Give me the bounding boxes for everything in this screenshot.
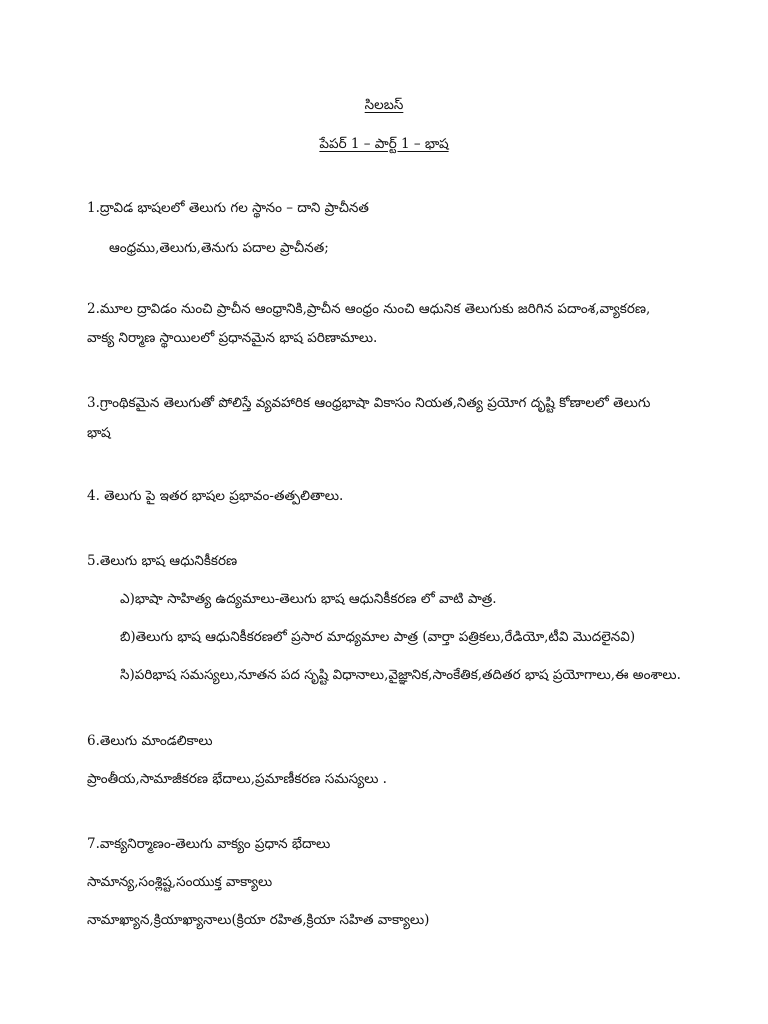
section-5-item-c: సి)పరిభాష సమస్యలు,నూతన పద సృష్టి విధానాలు,వైజ్ఞానిక,సాంకేతిక,తదితర భాష ప్రయోగాలు,ఈ అంశాలు. [120, 667, 681, 683]
section-1-line-1: ఆంధ్రము,తెలుగు,తెనుగు పదాల ప్రాచీనత; [109, 240, 329, 256]
section-7-line-2: నామాఖ్యాన,క్రియాఖ్యానాలు(క్రియా రహిత,క్రియా సహిత వాక్యాలు) [87, 912, 430, 928]
section-5-heading: 5.తెలుగు భాష ఆధునికీకరణ [87, 553, 238, 569]
section-6-line-1: ప్రాంతీయ,సామాజీకరణ భేదాలు,ప్రమాణీకరణ సమస్యలు . [87, 771, 387, 787]
section-2-line-2: వాక్య నిర్మాణ స్థాయిలలో ప్రధానమైన భాష పరిణామాలు. [87, 330, 378, 346]
section-4-line-1: 4. తెలుగు పై ఇతర భాషల ప్రభావం-తత్పలితాలు. [87, 488, 344, 504]
section-5-item-a: ఎ)భాషా సాహిత్య ఉద్యమాలు-తెలుగు భాష ఆధునికీకరణ లో వాటి పాత్ర. [120, 591, 497, 607]
section-1-heading: 1.ద్రావిడ భాషలలో తెలుగు గల స్థానం – దాని ప్రాచీనత [87, 200, 369, 216]
document-title: సిలబస్ [364, 97, 404, 113]
section-7-line-1: సామాన్య,సంశ్లిష్ట,సంయుక్త వాక్యాలు [87, 874, 273, 890]
section-6-heading: 6.తెలుగు మాండలికాలు [87, 733, 213, 749]
section-5-item-b: బి)తెలుగు భాష ఆధునికీకరణలో ప్రసార మాధ్యమాల పాత్ర (వార్తా పత్రికలు,రేడియో,టీవి మొదలైనవి) [120, 629, 636, 645]
section-7-heading: 7.వాక్యనిర్మాణం-తెలుగు వాక్యం ప్రధాన భేదాలు [87, 836, 331, 852]
section-3-line-1: 3.గ్రాంథికమైన తెలుగుతో పోలిస్తే వ్యవహారిక ఆంధ్రభాషా వికాసం నియత,నిత్య ప్రయోగ దృష్టి కోణాలలో తెలుగు [87, 395, 651, 411]
section-3-line-2: భాష [87, 425, 111, 441]
section-2-line-1: 2.మూల ద్రావిడం నుంచి ప్రాచీన ఆంధ్రానికి,ప్రాచీన ఆంధ్రం నుంచి ఆధునిక తెలుగుకు జరిగిన పదాంశ,వ్యాకరణ, [87, 301, 651, 317]
document-subtitle: పేపర్ 1 – పార్ట్ 1 – భాష [319, 136, 449, 152]
